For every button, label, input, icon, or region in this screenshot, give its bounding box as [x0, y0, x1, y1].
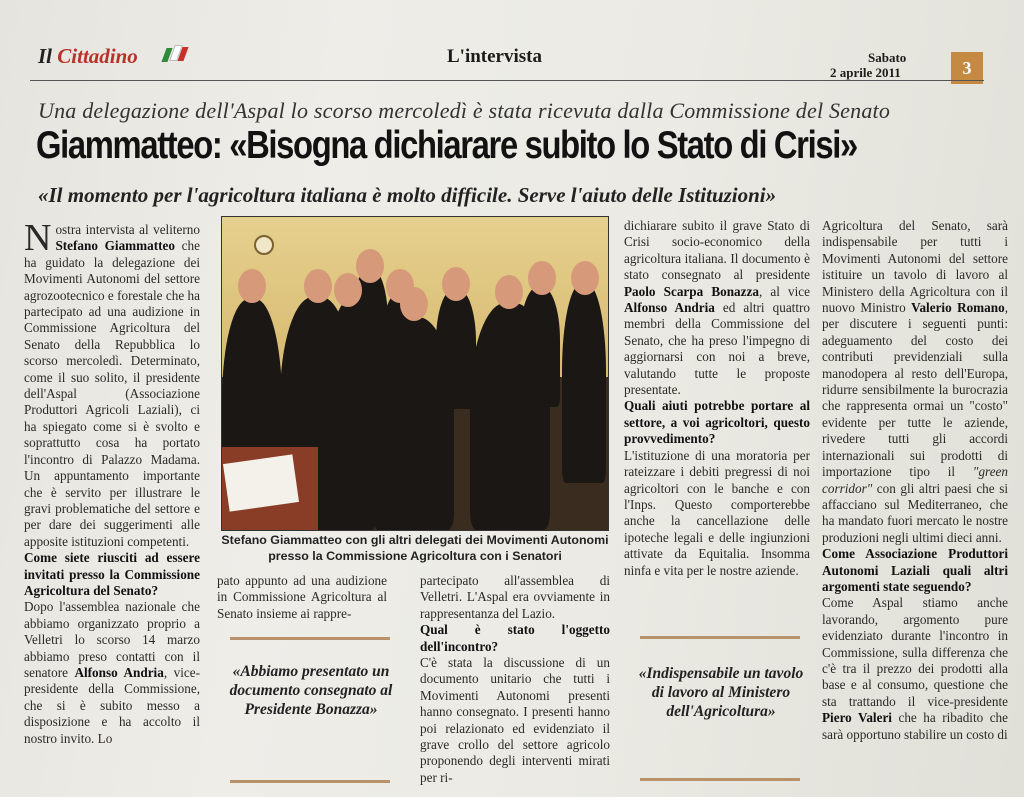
name: Piero Valeri [822, 710, 892, 726]
text: , vice-presidente della Commissione, che si è subito messo a disposizione e ha accolto il nostro invito. Lo [24, 664, 200, 746]
clock-icon [254, 235, 274, 255]
column-3 [420, 573, 610, 797]
issue-date: 2 aprile 2011 [830, 65, 901, 80]
name: Alfonso Andria [624, 300, 715, 316]
text: Agricoltura del Senato, sarà indispensabile per tutti i Movimenti Autonomi del settore istituire un tavolo di lavoro al Ministero della Agricoltura con il nuovo Ministro [822, 218, 1008, 316]
flag-logo-icon [161, 44, 191, 66]
text: partecipato all'assemblea di Velletri. L'Aspal era ovviamente in rappresentanza del Lazio. [420, 573, 610, 621]
masthead-rule [30, 80, 984, 81]
text: , per discutere i seguenti punti: adeguamento del costo dei contributi previdenziali sulla manodopera al resto dell'Europa, ridurre sensibilmente la burocrazia che rappresenta ormai un "costo" evidente per tutte le aziende, rivedere tutti gli accordi internazionali sui prodotti di importazione tipo il [822, 300, 1008, 480]
column-1 [24, 222, 200, 797]
kicker: Una delegazione dell'Aspal lo scorso mercoledì è stata ricevuta dalla Commissione del Senato [38, 98, 891, 123]
text: ed altri quattro membri della Commissione del Senato, che ha preso l'impegno di aggiornarsi con noi a breve, valutando tutte le proposte presentate. [624, 300, 810, 398]
text: che ha ribadito che sarà opportuno stabilire un costo di [822, 710, 1008, 742]
logo-prefix: Il [38, 44, 53, 68]
column-2 [217, 573, 387, 633]
text: , al vice [758, 283, 810, 299]
logo-name: Cittadino [57, 44, 138, 68]
question: Qual è stato l'oggetto dell'incontro? [420, 622, 610, 654]
text: ostra intervista al veliterno [55, 222, 200, 237]
pullquote-rule-top [230, 637, 390, 640]
deck: «Il momento per l'agricoltura italiana è molto difficile. Serve l'aiuto delle Istituzioni» [38, 183, 777, 207]
pullquote-rule-top [640, 636, 800, 639]
name: Alfonso Andria [74, 664, 164, 680]
section-title: L'intervista [447, 46, 542, 67]
pullquote-rule-bottom [640, 778, 800, 781]
name: Paolo Scarpa Bonazza [624, 283, 759, 299]
text: L'istituzione di una moratoria per rateizzare i debiti pregressi di noi agricoltori con le banche e con l'Inps. Questo comporterebbe anche la cancellazione delle ipoteche legali e delle ingiunzioni attivate da Equitalia. Insomma ninfa e vita per le nostre aziende. [624, 447, 810, 578]
dropcap: N [24, 222, 52, 259]
headline: Giammatteo: «Bisogna dichiarare subito lo Stato di Crisi» [36, 124, 857, 167]
text: con gli altri paesi che si affacciano sul Mediterraneo, che ha mandato fuori mercato le nostre produzioni negli ultimi dieci anni. [822, 480, 1008, 545]
question: Come Associazione Produttori Autonomi Laziali quali altri argomenti state seguendo? [822, 546, 1008, 594]
column-4 [624, 218, 810, 618]
name: Valerio Romano [911, 300, 1005, 316]
name: Stefano Giammatteo [55, 238, 175, 254]
issue-day: Sabato [868, 50, 907, 65]
column-5 [822, 218, 1008, 797]
text: C'è stata la discussione di un documento unitario che tutti i Movimenti Autonomi presenti hanno consegnato. I presenti hanno poi relazionato ed evidenziato il grave crollo del settore agricolo proponendo degli interventi mirati per ri- [420, 655, 610, 785]
photo-caption: Stefano Giammatteo con gli altri delegati dei Movimenti Autonomi presso la Commissione Agricoltura con i Senatori [221, 533, 609, 563]
question: Quali aiuti potrebbe portare al settore, a voi agricoltori, questo provvedimento? [624, 398, 810, 447]
delegation-photo [221, 216, 609, 531]
question: Come siete riusciti ad essere invitati presso la Commissione Agricoltura del Senato? [24, 550, 200, 598]
pull-quote-left: «Abbiamo presentato un documento consegnato al Presidente Bonazza» [229, 663, 393, 718]
text: pato appunto ad una audizione in Commissione Agricoltura al Senato insieme ai rappre- [217, 573, 387, 621]
text: Come Aspal stiamo anche lavorando, argomento pure evidenziato durante l'incontro in Commissione, sulla differenza che c'è tra il prezzo dei prodotti alla base e al consumo, questione che sta trattando il vice-presidente [822, 595, 1008, 709]
text: che ha guidato la delegazione dei Movimenti Autonomi del settore agrozootecnico e forestale che ha partecipato ad una audizione in Commissione Agricoltura del Senato della Repubblica lo scorso mercoledì. Determinato, come il suo solito, il presidente dell'Aspal (Associazione Produttori Agricoli Laziali), ci ha spiegato come si è svolto e soprattutto cosa ha portato l'incontro di Palazzo Madama. Un appuntamento importante che è servito per illustrare le gravi problematiche del settore e per dare dei suggerimenti alle apposite istituzioni competenti. [24, 238, 200, 549]
emphasis: "green corridor" [822, 464, 1008, 496]
text: dichiarare subito il grave Stato di Crisi socio-economico della agricoltura italiana. Il documento è stato consegnato al presidente [624, 218, 810, 283]
text: Dopo l'assemblea nazionale che abbiamo organizzato proprio a Velletri lo scorso 14 marzo abbiamo preso contatti con il senatore [24, 599, 200, 680]
pullquote-rule-bottom [230, 780, 390, 783]
page-number: 3 [951, 52, 983, 84]
masthead-logo [38, 44, 138, 69]
pull-quote-right: «Indispensabile un tavolo di lavoro al Ministero dell'Agricoltura» [638, 665, 804, 720]
